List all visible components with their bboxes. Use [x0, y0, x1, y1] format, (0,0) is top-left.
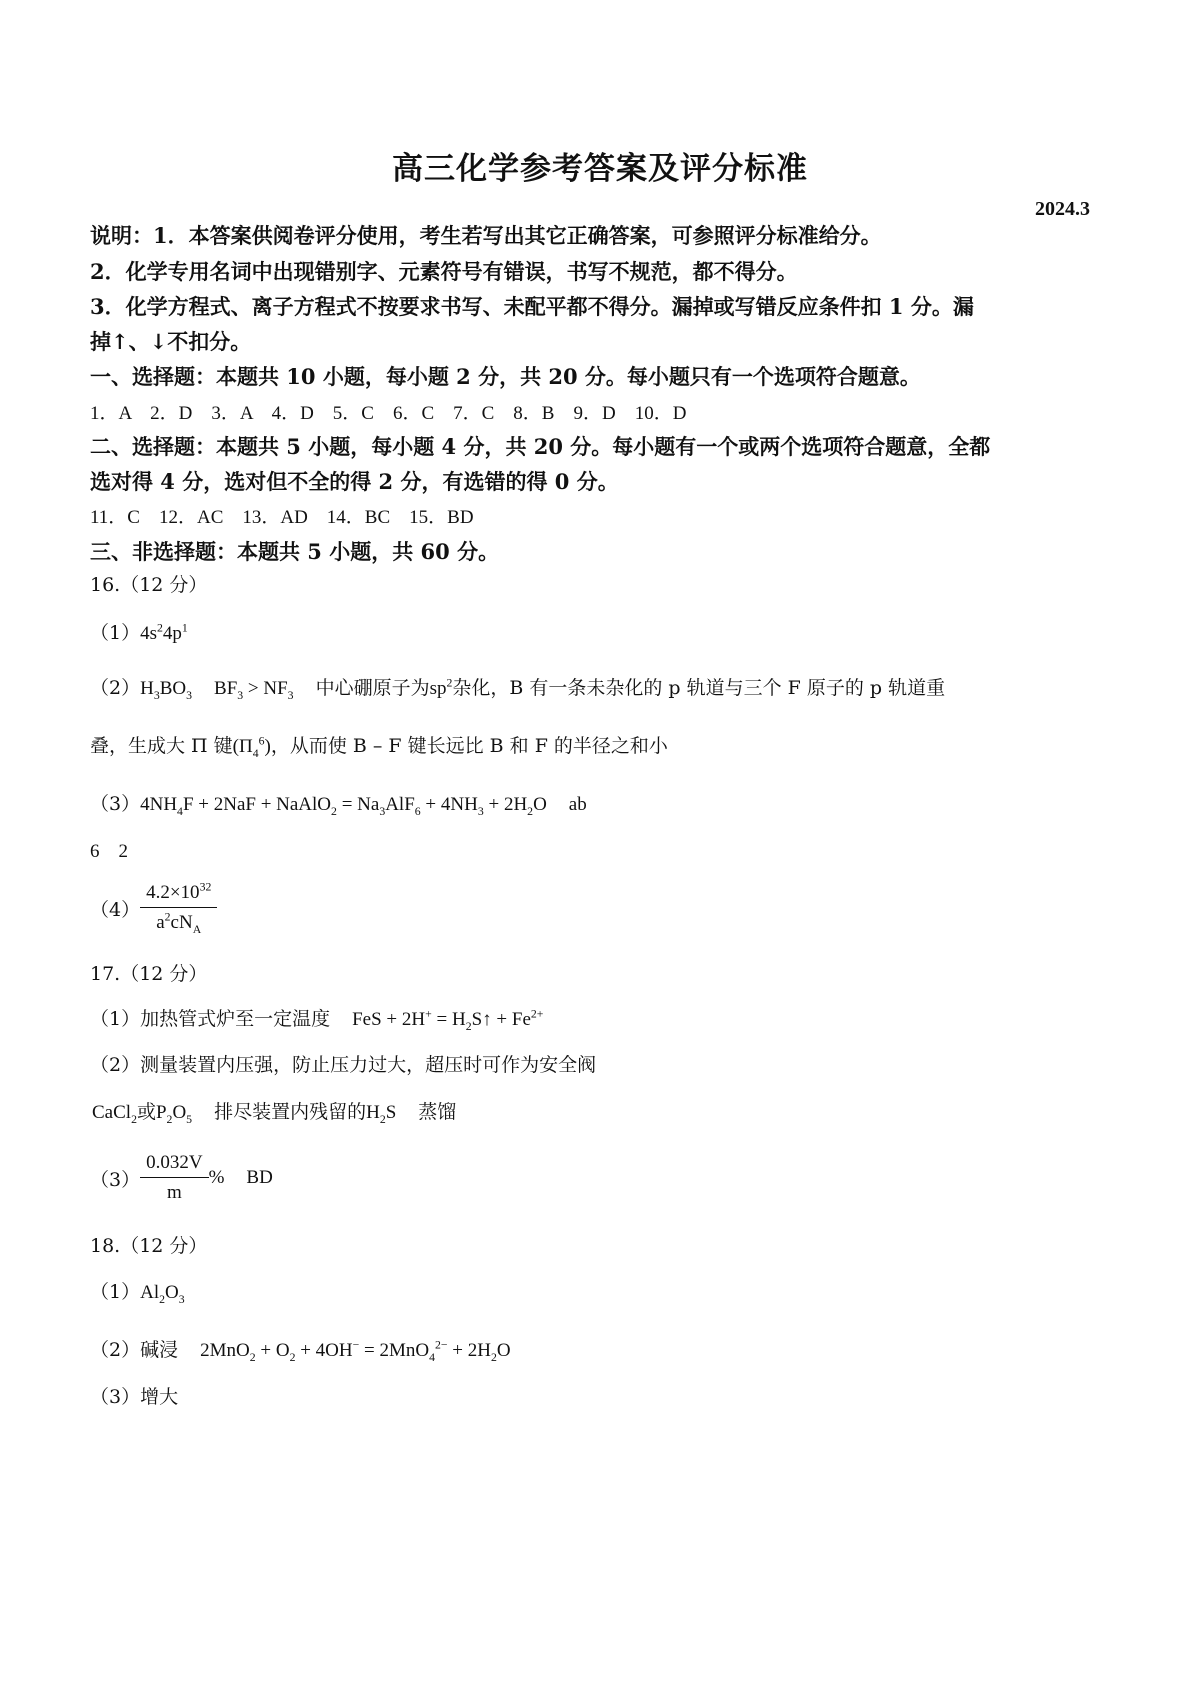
note-2: 2．化学专用名词中出现错别字、元素符号有错误，书写不规范，都不得分。 [90, 259, 798, 284]
q17-part3-fraction: $\frac{0.032V}{m}$ [140, 1152, 208, 1204]
q16-part3-label: （3） [90, 793, 141, 815]
q18-header: 18.（12 分） [90, 1235, 208, 1257]
q18-part2: （2）碱浸 $2MnO_2 + O_2 + 4OH^- = 2MnO_4^{2-} + 2H_2O$ [90, 1338, 511, 1364]
q17-part3-label: （3） [90, 1168, 141, 1191]
q16-part1-label: （1） [90, 622, 141, 644]
q16-part3: $(3)4NH_4F + 2NaF$ + NaAlO$_2$ = $Na_3AlF_6 + 4NH_3 + 2H_2O$ ab [90, 793, 587, 818]
q16-header: 16.（12 分） [90, 574, 208, 596]
q16-part2-label: （2） [90, 677, 141, 699]
q16-part2-line1: $(2)H_3BO_3$ $BF_3 > NF_3$ 中心硼原子为$sp^2$杂化，B 有一条未杂化的 p 轨道与三个 F 原子的 p 轨道重 [90, 676, 946, 702]
section2-heading-line1: 二、选择题：本题共 5 小题，每小题 4 分，共 20 分。每小题有一个或两个选项符合题意，全都 [90, 434, 991, 459]
section1-heading: 一、选择题：本题共 10 小题，每小题 2 分，共 20 分。每小题只有一个选项符合题意。 [90, 364, 921, 389]
note-3-line1: 3．化学方程式、离子方程式不按要求书写、未配平都不得分。漏掉或写错反应条件扣 1 分。漏 [90, 294, 974, 319]
q17-part2-label: （2） [90, 1054, 141, 1076]
q17-part2-line1: （2）测量装置内压强，防止压力过大，超压时可作为安全阀 [90, 1054, 597, 1076]
q18-part1: $(1)Al_2O_3$ [90, 1281, 185, 1306]
section3-heading: 三、非选择题：本题共 5 小题，共 60 分。 [90, 539, 500, 564]
note-1: 说明：1．本答案供阅卷评分使用，考生若写出其它正确答案，可参照评分标准给分。 [90, 223, 882, 248]
section2-answers: 11．C 12．AC 13．AD 14．BC 15．BD [90, 507, 474, 528]
section1-answers: 1．A 2．D 3．A 4．D 5．C 6．C 7．C 8．B 9．D 10．D [90, 403, 687, 424]
q17-part1-label: （1） [90, 1008, 141, 1030]
q16-part4-fraction: $\frac{4.2\times 10^{32}}{a^2cN_A}$ [140, 882, 217, 934]
q17-header: 17.（12 分） [90, 963, 208, 985]
section2-heading-line2: 选对得 4 分，选对但不全的得 2 分，有选错的得 0 分。 [90, 469, 619, 494]
q17-part3: （3） $\frac{0.032V}{m}$ % BD [90, 1152, 273, 1203]
q18-part3: （3）增大 [90, 1386, 179, 1408]
q16-part4-label: （4） [90, 898, 141, 921]
q16-part4 [90, 882, 217, 934]
q16-part1: $(1)4s^24p^1$ [90, 621, 188, 644]
q17-part2-line2: CaCl$_2$或$P_2O_5$ 排尽装置内残留的$H_2S$ 蒸馏 [92, 1101, 457, 1126]
page-title: 高三化学参考答案及评分标准 [392, 151, 808, 187]
q17-part1: （1）加热管式炉至一定温度 FeS + $2H^+ = H_2S↑ + Fe^{2+}$ [90, 1007, 544, 1033]
exam-date: 2024.3 [1035, 198, 1090, 220]
q18-part2-label: （2） [90, 1339, 141, 1361]
q16-part2-line2: 叠，生成大 Π 键$(\Pi_4^6)$，从而使 B – F 键长远比 B 和 F 的半径之和小 [90, 734, 668, 760]
q18-part3-label: （3） [90, 1386, 141, 1408]
q16-part3-line2: 6 2 [90, 841, 129, 862]
q18-part1-label: （1） [90, 1281, 141, 1303]
note-3-line2: 掉↑、↓不扣分。 [90, 329, 252, 354]
